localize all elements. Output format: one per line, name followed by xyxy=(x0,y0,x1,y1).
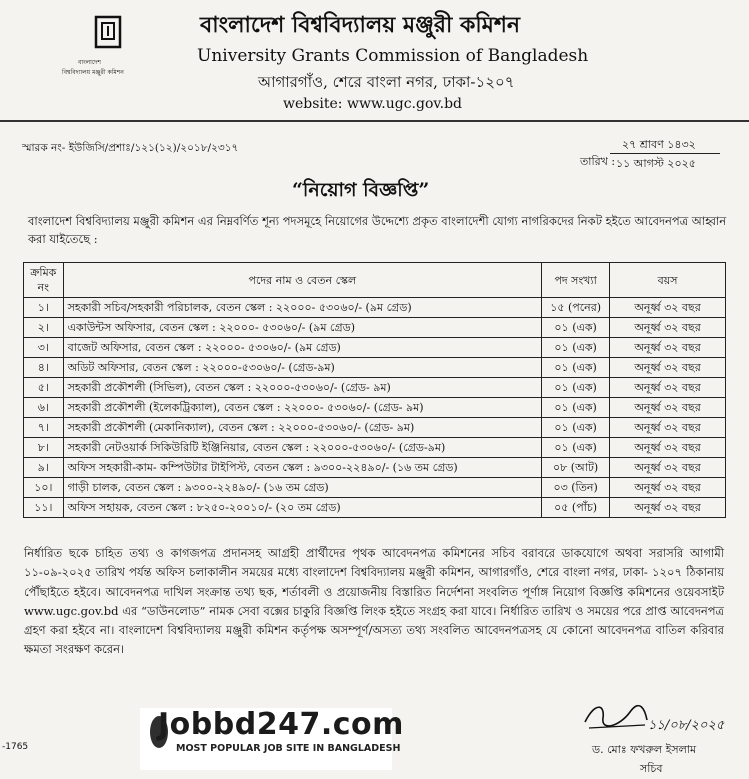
post-cell: সহকারী প্রকৌশলী (মেকানিক্যাল), বেতন স্কেল : ২২০০০-৫৩০৬০/- (গ্রেড- ৯ম) xyxy=(63,418,541,438)
post-cell: একাউন্টস অফিসার, বেতন স্কেল : ২২০০০- ৫৩০৬০/- (৯ম গ্রেড) xyxy=(63,318,541,338)
age-cell: অনূর্ধ্ব ৩২ বছর xyxy=(610,318,726,338)
table-row xyxy=(24,478,726,498)
memo-number: স্মারক নং- ইউজিসি/প্রশাঃ/১২১(১২)/২০১৮/২৩১৭ xyxy=(22,142,239,154)
org-address: আগারগাঁও, শেরে বাংলা নগর, ঢাকা-১২০৭ xyxy=(258,73,515,91)
reference-number: -1765 xyxy=(2,742,29,752)
post-cell: অফিস সহকারী-কাম- কম্পিউটার টাইপিস্ট, বেতন স্কেল : ৯৩০০-২২৪৯০/- (১৬ তম গ্রেড) xyxy=(63,458,541,478)
header-count: পদ সংখ্যা xyxy=(542,263,610,298)
count-cell: ০১ (এক) xyxy=(542,398,610,418)
count-cell: ০১ (এক) xyxy=(542,338,610,358)
date-label: তারিখ : xyxy=(580,155,616,168)
serial-cell: ৭। xyxy=(24,418,64,438)
post-cell: গাড়ী চালক, বেতন স্কেল : ৯৩০০-২২৪৯০/- (১৬ তম গ্রেড) xyxy=(63,478,541,498)
notice-title: “নিয়োগ বিজ্ঞপ্তি” xyxy=(292,179,430,201)
serial-cell: ২। xyxy=(24,318,64,338)
signature-date: ১১/০৮/২০২৫ xyxy=(648,718,725,733)
serial-cell: ৩। xyxy=(24,338,64,358)
count-cell: ১৫ (পনের) xyxy=(542,298,610,318)
signatory-title: সচিব xyxy=(640,762,663,775)
org-name-english: University Grants Commission of Bangladesh xyxy=(197,46,589,66)
table-header-row xyxy=(24,263,726,298)
vacancy-table xyxy=(23,262,726,518)
count-cell: ০৫ (পাঁচ) xyxy=(542,498,610,518)
serial-cell: ৫। xyxy=(24,378,64,398)
table-row xyxy=(24,318,726,338)
serial-cell: ১১। xyxy=(24,498,64,518)
logo-caption-org: বিশ্ববিদ্যালয় মঞ্জুরী কমিশন xyxy=(62,69,124,76)
age-cell: অনূর্ধ্ব ৩২ বছর xyxy=(610,458,726,478)
serial-cell: ৯। xyxy=(24,458,64,478)
logo-caption-bn: বাংলাদেশ xyxy=(78,59,101,66)
serial-cell: ৬। xyxy=(24,398,64,418)
table-row xyxy=(24,458,726,478)
age-cell: অনূর্ধ্ব ৩২ বছর xyxy=(610,418,726,438)
table-row xyxy=(24,298,726,318)
post-cell: বাজেট অফিসার, বেতন স্কেল : ২২০০০- ৫৩০৬০/- (৯ম গ্রেড) xyxy=(63,338,541,358)
age-cell: অনূর্ধ্ব ৩২ বছর xyxy=(610,478,726,498)
age-cell: অনূর্ধ্ব ৩২ বছর xyxy=(610,498,726,518)
serial-cell: ৪। xyxy=(24,358,64,378)
watermark-brand: Jobbd247.com xyxy=(158,707,404,742)
age-cell: অনূর্ধ্ব ৩২ বছর xyxy=(610,378,726,398)
instructions-paragraph: নির্ধারিত ছকে চাহিত তথ্য ও কাগজপত্র প্রদানসহ আগ্রহী প্রার্থীদের পৃথক আবেদনপত্র কমিশনের সচিব বরাবরে ডাকযোগে অথবা সরাসরি আগামী ১১-০৯-২০২৫ তারিখ পর্যন্ত অফিস চলাকালীন সময়ের মধ্যে বাংলাদেশ বিশ্ববিদ্যালয় মঞ্জুরী কমিশন, আগারগাঁও, শেরে বাংলা নগর, ঢাকা- ১২০৭ ঠিকানায় পৌঁছাইতে হইবে। আবেদনপত্র দাখিল সংক্রান্ত তথ্য ছক, শর্তাবলী ও প্রয়োজনীয় বিস্তারিত নির্দেশনা সংবলিত পূর্ণাঙ্গ নিয়োগ বিজ্ঞপ্তি কমিশনের ওয়েবসাইট www.ugc.gov.bd এর “ডাউনলোড” নামক সেবা বক্সের চাকুরি বিজ্ঞপ্তি লিংক হইতে সংগ্রহ করা যাবে। নির্ধারিত তারিখ ও সময়ের পরে প্রাপ্ত আবেদনপত্র গ্রহণ করা হইবে না। বাংলাদেশ বিশ্ববিদ্যালয় মঞ্জুরী কমিশন কর্তৃপক্ষ অসম্পূর্ণ/অসত্য তথ্য সংবলিত আবেদনপত্রসহ যে কোনো আবেদনপত্র বাতিল করিবার ক্ষমতা সংরক্ষণ করেন। xyxy=(24,546,724,657)
table-row xyxy=(24,398,726,418)
age-cell: অনূর্ধ্ব ৩২ বছর xyxy=(610,438,726,458)
age-cell: অনূর্ধ্ব ৩২ বছর xyxy=(610,338,726,358)
post-cell: অডিট অফিসার, বেতন স্কেল : ২২০০০-৫৩০৬০/- (গ্রেড-৯ম) xyxy=(63,358,541,378)
header-divider xyxy=(0,120,749,122)
count-cell: ০৩ (তিন) xyxy=(542,478,610,498)
table-row xyxy=(24,418,726,438)
date-bangla: ২৭ শ্রাবণ ১৪৩২ xyxy=(622,138,696,151)
watermark-tagline: MOST POPULAR JOB SITE IN BANGLADESH xyxy=(176,743,401,754)
post-cell: সহকারী সচিব/সহকারী পরিচালক, বেতন স্কেল : ২২০০০- ৫৩০৬০/- (৯ম গ্রেড) xyxy=(63,298,541,318)
count-cell: ০১ (এক) xyxy=(542,418,610,438)
signatory-name: ড. মোঃ ফখরুল ইসলাম xyxy=(592,743,697,756)
post-cell: সহকারী প্রকৌশলী (ইলেকট্রিক্যাল), বেতন স্কেল : ২২০০০- ৫৩০৬০/- (গ্রেড- ৯ম) xyxy=(63,398,541,418)
serial-cell: ৮। xyxy=(24,438,64,458)
serial-cell: ১। xyxy=(24,298,64,318)
ugc-logo-icon xyxy=(88,14,128,52)
table-row xyxy=(24,498,726,518)
count-cell: ০১ (এক) xyxy=(542,378,610,398)
header-serial: ক্রমিক নং xyxy=(24,263,64,298)
date-english: ১১ আগস্ট ২০২৫ xyxy=(616,157,696,170)
count-cell: ০১ (এক) xyxy=(542,318,610,338)
serial-cell: ১০। xyxy=(24,478,64,498)
date-divider xyxy=(610,153,720,154)
post-cell: অফিস সহায়ক, বেতন স্কেল : ৮২৫০-২০০১০/- (২০ তম গ্রেড) xyxy=(63,498,541,518)
table-body xyxy=(24,298,726,518)
header-age: বয়স xyxy=(610,263,726,298)
header-post: পদের নাম ও বেতন স্কেল xyxy=(63,263,541,298)
count-cell: ০১ (এক) xyxy=(542,438,610,458)
age-cell: অনূর্ধ্ব ৩২ বছর xyxy=(610,358,726,378)
count-cell: ০১ (এক) xyxy=(542,358,610,378)
age-cell: অনূর্ধ্ব ৩২ বছর xyxy=(610,398,726,418)
post-cell: সহকারী প্রকৌশলী (সিভিল), বেতন স্কেল : ২২০০০-৫৩০৬০/- (গ্রেড- ৯ম) xyxy=(63,378,541,398)
table-row xyxy=(24,438,726,458)
age-cell: অনূর্ধ্ব ৩২ বছর xyxy=(610,298,726,318)
table-row xyxy=(24,358,726,378)
intro-text: বাংলাদেশ বিশ্ববিদ্যালয় মঞ্জুরী কমিশন এর নিম্নবর্ণিত শূন্য পদসমূহে নিয়োগের উদ্দেশ্যে প্রকৃত বাংলাদেশী যোগ্য নাগরিকদের নিকট হইতে আবেদনপত্র আহ্বান করা যাইতেছে : xyxy=(28,214,727,246)
table-row xyxy=(24,338,726,358)
post-cell: সহকারী নেটওয়ার্ক সিকিউরিটি ইঞ্জিনিয়ার, বেতন স্কেল : ২২০০০-৫৩০৬০/- (গ্রেড-৯ম) xyxy=(63,438,541,458)
table-row xyxy=(24,378,726,398)
org-name-bangla: বাংলাদেশ বিশ্ববিদ্যালয় মঞ্জুরী কমিশন xyxy=(200,12,521,38)
org-website: website: www.ugc.gov.bd xyxy=(283,96,462,112)
count-cell: ০৮ (আট) xyxy=(542,458,610,478)
